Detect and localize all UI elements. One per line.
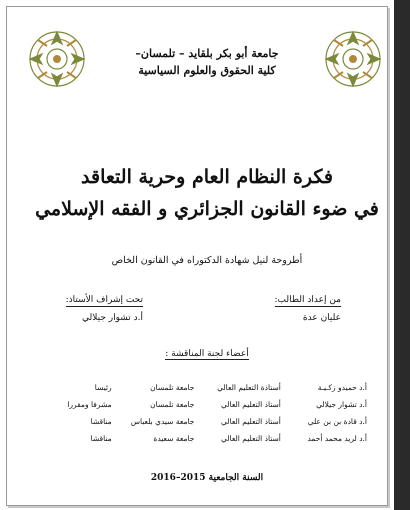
table-row (49, 379, 369, 396)
academic-year: السنة الجامعية 2015–2016 (150, 473, 264, 483)
window-edge (394, 0, 410, 510)
prepared-by-label: من إعداد الطالب: (274, 295, 341, 305)
jury-member-institution: جامعة تلمسان (150, 400, 195, 409)
jury-member-institution: جامعة سعيدة (153, 434, 195, 443)
university-name: جامعة أبو بكر بلقايد – تلمسان– (135, 47, 279, 60)
jury-member-rank: أستاذ التعليم العالي (221, 400, 281, 409)
supervisor-label: تحت إشراف الأستاذ: (65, 295, 143, 305)
jury-heading (137, 349, 277, 359)
university-seal-left-icon (27, 29, 87, 89)
faculty-name: كلية الحقوق والعلوم السياسية (138, 64, 276, 77)
student-name: عليان عدة (302, 313, 341, 323)
table-row (49, 396, 369, 413)
jury-member-role: مناقشا (90, 434, 112, 443)
thesis-title-line2: في ضوء القانون الجزائري و الفقه الإسلامي (35, 198, 379, 220)
jury-member-name: أ.د حميدو زكـيـة (317, 383, 367, 392)
thesis-statement: أطروحة لنيل شهادة الدكتوراه في القانون الخاص (111, 255, 303, 266)
jury-member-rank: أستاذ التعليم العالي (221, 417, 281, 426)
table-row (49, 413, 369, 430)
jury-heading-text: أعضاء لجنة المناقشة : (165, 349, 249, 359)
jury-member-name: أ.د لريد محمد أحمد (307, 434, 367, 443)
thesis-title-line1: فكرة النظام العام وحرية التعاقد (81, 166, 333, 188)
supervisor-name: أ.د تشوار جيلالي (81, 313, 143, 323)
jury-member-institution: جامعة سيدي بلعباس (130, 417, 195, 426)
jury-member-name: أ.د تشوار جيلالي (316, 400, 367, 409)
jury-member-rank: أستاذ التعليم العالي (221, 434, 281, 443)
jury-table (49, 379, 369, 447)
jury-member-role: مناقشا (90, 417, 112, 426)
jury-member-role: مشرفا ومقررا (67, 400, 112, 409)
table-row (49, 430, 369, 447)
jury-member-role: رئيسا (94, 383, 112, 392)
page-frame (6, 6, 388, 506)
jury-member-rank: أستاذة التعليم العالي (217, 383, 281, 392)
jury-member-name: أ.د قادة بن بن علي (307, 417, 367, 426)
university-header (97, 45, 317, 79)
jury-member-institution: جامعة تلمسان (150, 383, 195, 392)
university-seal-right-icon (323, 29, 383, 89)
